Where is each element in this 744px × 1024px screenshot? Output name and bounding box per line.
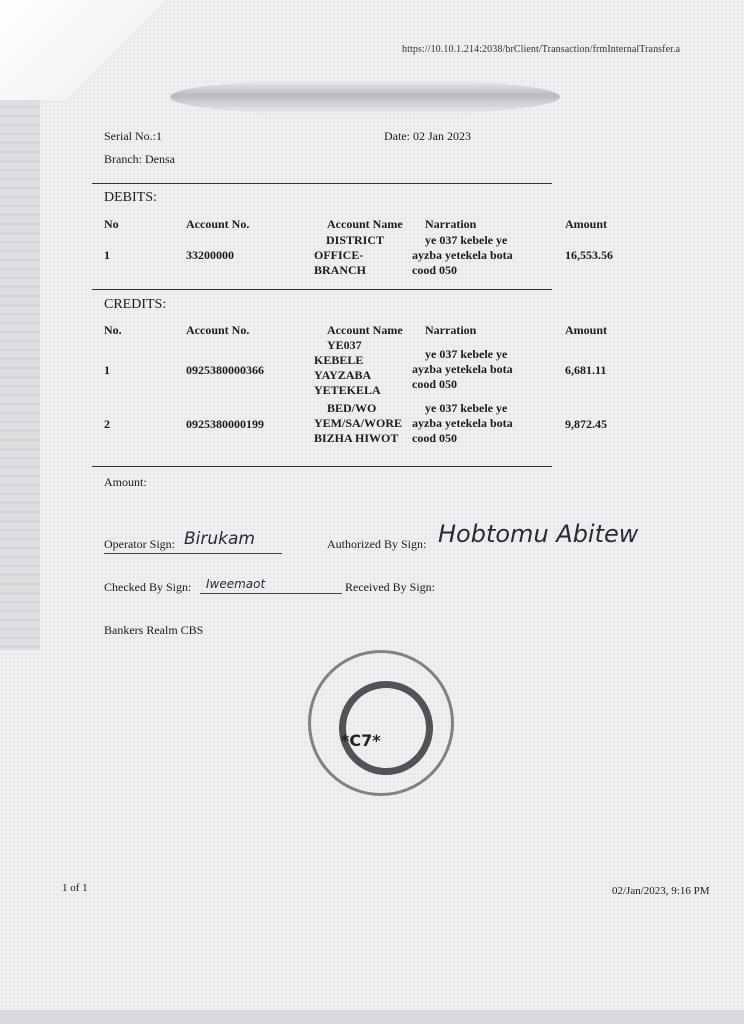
debits-header-account: Account No. (186, 217, 250, 231)
authorized-sign-label: Authorized By Sign: (327, 537, 427, 551)
credit-account-name (314, 338, 381, 398)
name-line: YETEKELA (314, 383, 381, 397)
divider (92, 183, 552, 184)
branch-name: Branch: Densa (104, 152, 175, 166)
stamp-text: *C7* (341, 731, 381, 750)
credit-amount: 9,872.45 (565, 417, 607, 431)
credit-amount: 6,681.11 (565, 363, 607, 377)
debit-no: 1 (104, 248, 110, 262)
narration-line: ye 037 kebele ye (425, 233, 508, 247)
credits-header-narration: Narration (425, 323, 477, 337)
name-line: BIZHA HIWOT (314, 431, 399, 445)
signature-line (200, 593, 342, 594)
narration-line: cood 050 (412, 377, 457, 391)
narration-line: ayzba yetekela bota (412, 248, 513, 262)
credit-account-name (314, 401, 402, 446)
operator-sign-label: Operator Sign: (104, 537, 175, 551)
debits-header-narration: Narration (425, 217, 477, 231)
credit-narration (412, 347, 513, 392)
scan-edge (0, 90, 40, 650)
checked-sign-label: Checked By Sign: (104, 580, 192, 594)
official-stamp (308, 650, 454, 796)
divider (92, 289, 552, 290)
name-line: OFFICE- (314, 248, 364, 262)
credits-header-name: Account Name (327, 323, 403, 337)
redacted-header (170, 80, 560, 114)
signature-line (104, 553, 282, 554)
narration-line: cood 050 (412, 431, 457, 445)
debits-header-amount: Amount (565, 217, 608, 231)
name-line: DISTRICT (325, 233, 385, 247)
scan-bottom-edge (0, 1010, 744, 1024)
page-count: 1 of 1 (62, 882, 88, 894)
narration-line: ayzba yetekela bota (412, 416, 513, 430)
credits-header-amount: Amount (565, 323, 608, 337)
credit-account: 0925380000366 (186, 363, 264, 377)
narration-line: ayzba yetekela bota (412, 362, 513, 376)
received-sign-label: Received By Sign: (345, 580, 435, 594)
debits-header-name: Account Name (327, 217, 403, 231)
debit-account: 33200000 (186, 248, 234, 262)
transaction-date: Date: 02 Jan 2023 (384, 129, 471, 143)
credit-account: 0925380000199 (186, 417, 264, 431)
credits-header-no: No. (104, 323, 122, 337)
narration-line: ye 037 kebele ye (425, 401, 508, 415)
credits-title: CREDITS: (104, 297, 167, 312)
credit-no: 2 (104, 417, 110, 431)
narration-line: ye 037 kebele ye (425, 347, 508, 361)
debit-account-name (314, 233, 396, 278)
name-line: KEBELE (314, 353, 364, 367)
name-line: YAYZABA (314, 368, 372, 382)
operator-signature: Birukam (184, 529, 255, 549)
debit-narration (412, 233, 513, 278)
page-url: https://10.10.1.214:2038/brClient/Transaction/frmInternalTransfer.a (402, 44, 681, 55)
divider (92, 466, 552, 467)
narration-line: cood 050 (412, 263, 457, 277)
name-line: BRANCH (314, 263, 367, 277)
checked-signature: Iweemaot (206, 577, 266, 591)
system-name: Bankers Realm CBS (104, 623, 204, 637)
debits-title: DEBITS: (104, 190, 157, 205)
authorized-signature: Hobtomu Abitew (438, 520, 639, 548)
serial-number: Serial No.:1 (104, 129, 162, 143)
name-line: BED/WO (327, 401, 377, 415)
folded-corner (0, 0, 200, 100)
debit-amount: 16,553.56 (565, 248, 613, 262)
credit-no: 1 (104, 363, 110, 377)
debits-header-no: No (104, 217, 119, 231)
credit-narration (412, 401, 513, 446)
name-line: YE037 (327, 338, 362, 352)
print-timestamp: 02/Jan/2023, 9:16 PM (612, 885, 710, 897)
stamp-ring (339, 681, 433, 775)
credits-header-account: Account No. (186, 323, 250, 337)
amount-label: Amount: (104, 475, 147, 489)
name-line: YEM/SA/WORE (314, 416, 403, 430)
